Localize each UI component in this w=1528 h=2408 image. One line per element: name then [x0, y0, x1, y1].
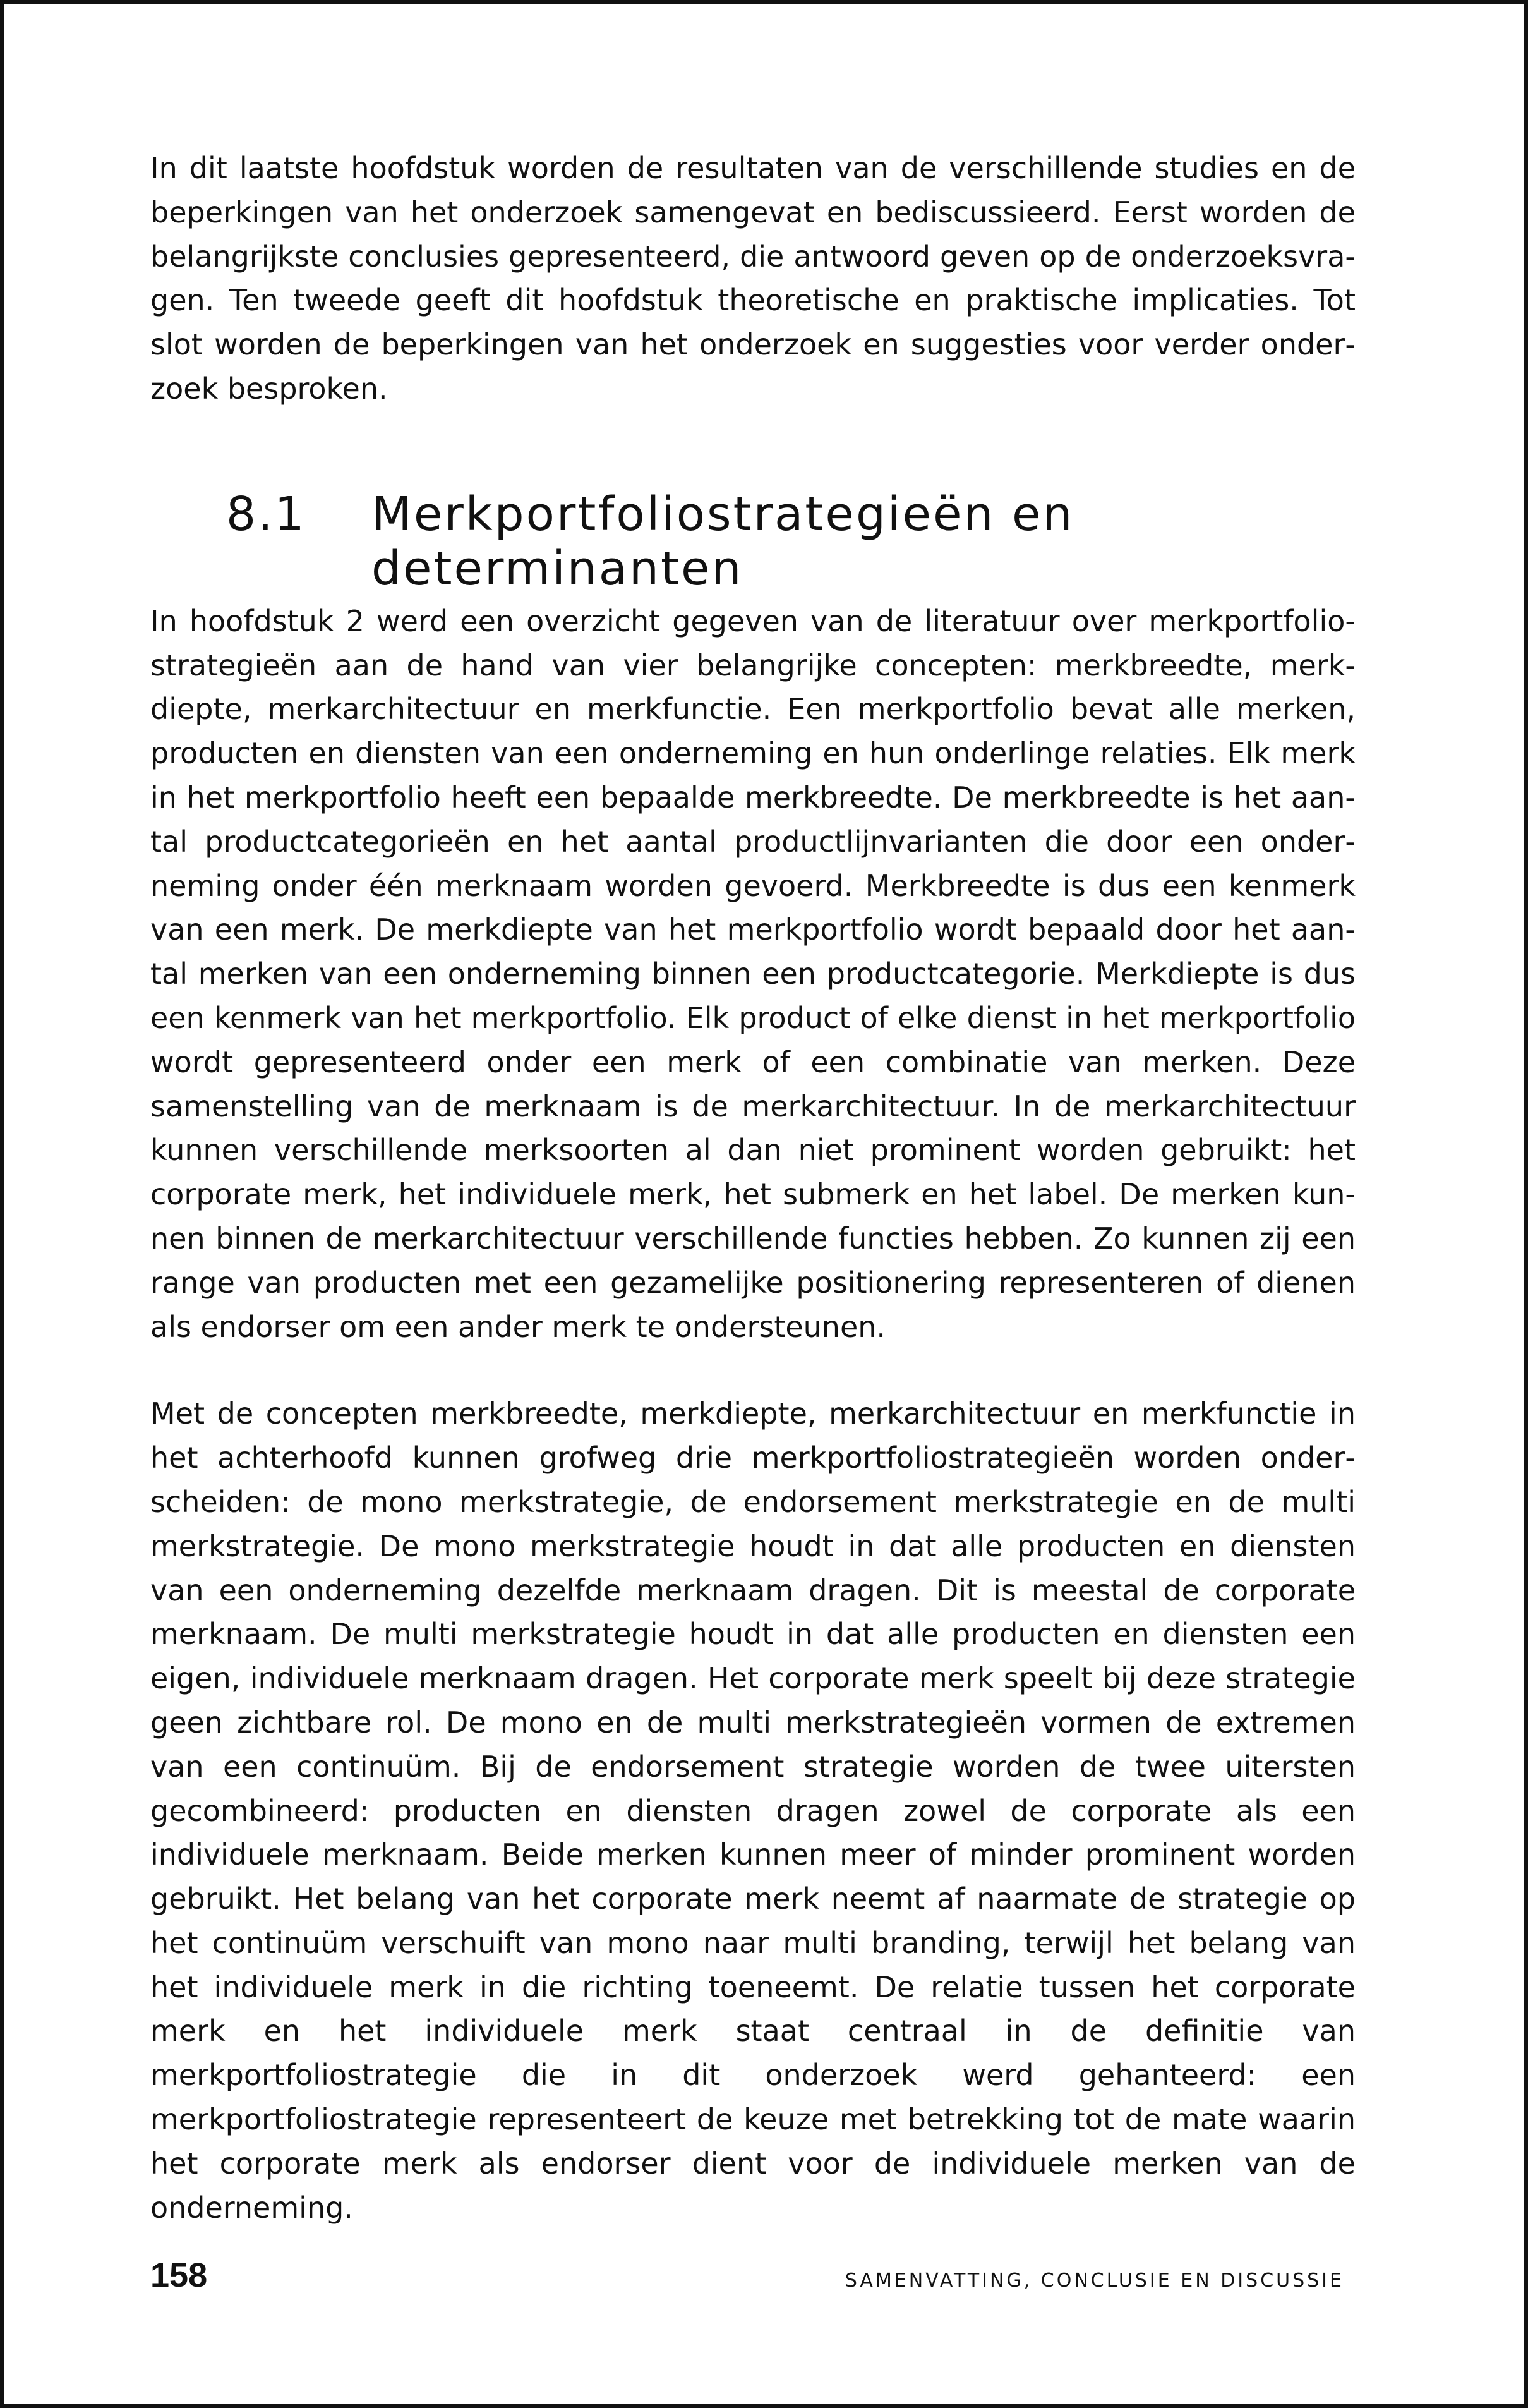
paragraph-spacer [150, 1349, 1356, 1392]
page-content [150, 147, 1356, 2230]
body-paragraph-2: Met de concepten merkbreedte, merkdiepte, merkarchitectuur en merkfunctie in het achterhoofd kunnen grofweg drie merkportfoliostrategieën worden onderscheiden: de mono merkstrategie, de endorsement merkstrategie en de multi merkstrategie. De mono merkstrategie houdt in dat alle producten en diensten van een onderneming dezelfde merknaam dragen. Dit is meestal de corporate merknaam. De multi merkstrategie houdt in dat alle producten en diensten een eigen, individuele merknaam dragen. Het corporate merk speelt bij deze strategie geen zichtbare rol. De mono en de multi merkstrategieën vormen de extremen van een continuüm. Bij de endorsement strategie worden de twee uitersten gecombineerd: producten en diensten dragen zowel de corporate als een individuele merknaam. Beide merken kunnen meer of minder prominent worden gebruikt. Het belang van het corporate merk neemt af naarmate de strategie op het continuüm verschuift van mono naar multi branding, terwijl het belang van het individuele merk in die richting toeneemt. De relatie tussen het corporate merk en het individuele merk staat centraal in de definitie van merkportfoliostrategie die in dit onderzoek werd gehanteerd: een merkportfoliostrategie representeert de keuze met betrekking tot de mate waarin het corporate merk als endorser dient voor de individuele merken van de onderneming. [150, 1396, 1356, 2225]
section-title: Merkportfoliostrategieën en determinanten [371, 487, 1074, 596]
page-footer [150, 2256, 1344, 2295]
running-title: SAMENVATTING, CONCLUSIE EN DISCUSSIE [845, 2270, 1344, 2292]
body-paragraph-1: In hoofdstuk 2 werd een overzicht gegeven van de literatuur over merkportfoliostrategieën aan de hand van vier belangrijke concepten: merkbreedte, merkdiepte, merkarchitectuur en merkfunctie. Een merkportfolio bevat alle merken, producten en diensten van een onderneming en hun onderlinge relaties. Elk merk in het merkportfolio heeft een bepaalde merkbreedte. De merkbreedte is het aantal productcategorieën en het aantal productlijnvarianten die door een onderneming onder één merknaam worden gevoerd. Merkbreedte is dus een kenmerk van een merk. De merkdiepte van het merkportfolio wordt bepaald door het aantal merken van een onderneming binnen een productcategorie. Merkdiepte is dus een kenmerk van het merkportfolio. Elk product of elke dienst in het merkportfolio wordt gepresenteerd onder een merk of een combinatie van merken. Deze samenstelling van de merknaam is de merkarchitectuur. In de merkarchitectuur kunnen verschillende merksoorten al dan niet prominent worden gebruikt: het corporate merk, het individuele merk, het submerk en het label. De merken kunnen binnen de merkarchitectuur verschillende functies hebben. Zo kunnen zij een range van producten met een gezamelijke positionering representeren of dienen als endorser om een ander merk te ondersteunen. [150, 603, 1356, 1344]
section-heading [150, 487, 1356, 596]
section-number: 8.1 [226, 487, 306, 541]
page-number: 158 [150, 2256, 208, 2294]
intro-paragraph: In dit laatste hoofdstuk worden de resultaten van de verschillende studies en de beperkingen van het onderzoek samengevat en bediscussieerd. Eerst worden de belangrijkste conclusies gepresenteerd, die antwoord geven op de onderzoeksvragen. Ten tweede geeft dit hoofdstuk theoretische en praktische implicaties. Tot slot worden de beperkingen van het onderzoek en suggesties voor verder onderzoek besproken. [150, 151, 1356, 406]
